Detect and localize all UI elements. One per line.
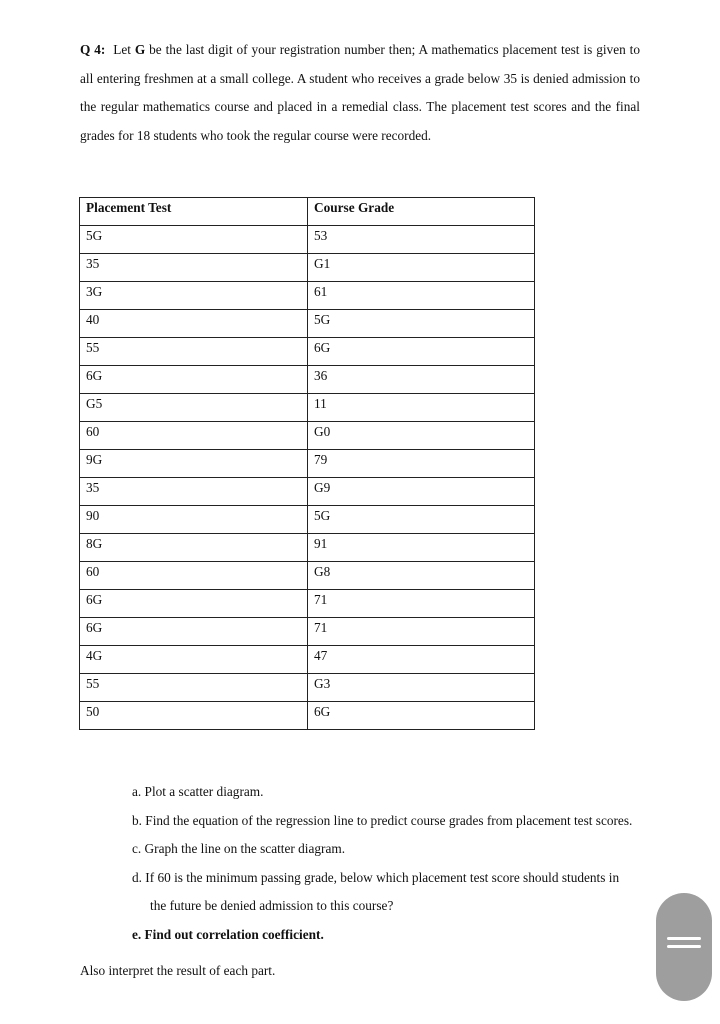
task-e: e. Find out correlation coefficient.: [132, 926, 324, 942]
grade-cell: G0: [308, 422, 535, 450]
table-row: [80, 282, 535, 310]
grade-cell: 5G: [308, 310, 535, 338]
grade-cell: 71: [308, 618, 535, 646]
placement-cell: 3G: [80, 282, 308, 310]
grade-cell: 47: [308, 646, 535, 674]
table-row: [80, 674, 535, 702]
grade-cell: G1: [308, 254, 535, 282]
task-d-continued: the future be denied admission to this course?: [150, 898, 394, 913]
placement-cell: 40: [80, 310, 308, 338]
placement-cell: 5G: [80, 226, 308, 254]
table-row: [80, 618, 535, 646]
table-row: [80, 534, 535, 562]
placement-cell: 60: [80, 562, 308, 590]
task-c: c. Graph the line on the scatter diagram.: [132, 841, 346, 856]
grade-cell: 11: [308, 394, 535, 422]
placement-cell: 35: [80, 254, 308, 282]
table-row: [80, 338, 535, 366]
question-intro-prefix: Let: [113, 42, 135, 57]
table-row: [80, 254, 535, 282]
grade-cell: G9: [308, 478, 535, 506]
table-header-row: [80, 198, 535, 226]
grade-cell: 79: [308, 450, 535, 478]
grade-cell: 36: [308, 366, 535, 394]
question-paragraph: [80, 36, 640, 150]
task-list: [132, 778, 644, 949]
data-table: [79, 197, 535, 730]
placement-cell: 9G: [80, 450, 308, 478]
placement-cell: 8G: [80, 534, 308, 562]
table-row: [80, 702, 535, 730]
table-row: [80, 590, 535, 618]
task-b: b. Find the equation of the regression line to predict course grades from placement test scores.: [132, 812, 633, 828]
grade-cell: 61: [308, 282, 535, 310]
question-label: Q 4:: [80, 42, 106, 57]
placement-cell: 55: [80, 674, 308, 702]
placement-cell: 90: [80, 506, 308, 534]
table-row: [80, 226, 535, 254]
placement-cell: 4G: [80, 646, 308, 674]
grade-cell: G8: [308, 562, 535, 590]
placement-cell: 55: [80, 338, 308, 366]
grade-cell: 6G: [308, 702, 535, 730]
grade-cell: 91: [308, 534, 535, 562]
placement-cell: 6G: [80, 590, 308, 618]
table-body: [80, 226, 535, 730]
task-a: a. Plot a scatter diagram.: [132, 784, 264, 799]
table-row: [80, 422, 535, 450]
placement-cell: 35: [80, 478, 308, 506]
grade-cell: 71: [308, 590, 535, 618]
placement-cell: G5: [80, 394, 308, 422]
table-row: [80, 506, 535, 534]
grade-cell: 6G: [308, 338, 535, 366]
table-row: [80, 478, 535, 506]
table-row: [80, 366, 535, 394]
question-variable: G: [134, 42, 146, 57]
placement-cell: 50: [80, 702, 308, 730]
header-course-grade: Course Grade: [308, 198, 535, 226]
grade-cell: G3: [308, 674, 535, 702]
grade-cell: 53: [308, 226, 535, 254]
table-row: [80, 646, 535, 674]
placement-cell: 6G: [80, 366, 308, 394]
grade-cell: 5G: [308, 506, 535, 534]
placement-cell: 6G: [80, 618, 308, 646]
table-row: [80, 394, 535, 422]
table-row: [80, 562, 535, 590]
table-row: [80, 310, 535, 338]
task-d: d. If 60 is the minimum passing grade, below which placement test score should students in: [132, 869, 620, 885]
table-row: [80, 450, 535, 478]
question-text: be the last digit of your registration number then; A mathematics placement test is given to all entering freshmen at a small college. A student who receives a grade below 35 is denied admission to the regular mathematics course and placed in a remedial class. The placement test scores and the final grades for 18 students who took the regular course were recorded.: [80, 42, 641, 143]
header-placement-test: Placement Test: [80, 198, 308, 226]
placement-cell: 60: [80, 422, 308, 450]
outro-text: Also interpret the result of each part.: [80, 963, 276, 978]
floating-menu-button[interactable]: [656, 893, 712, 1001]
